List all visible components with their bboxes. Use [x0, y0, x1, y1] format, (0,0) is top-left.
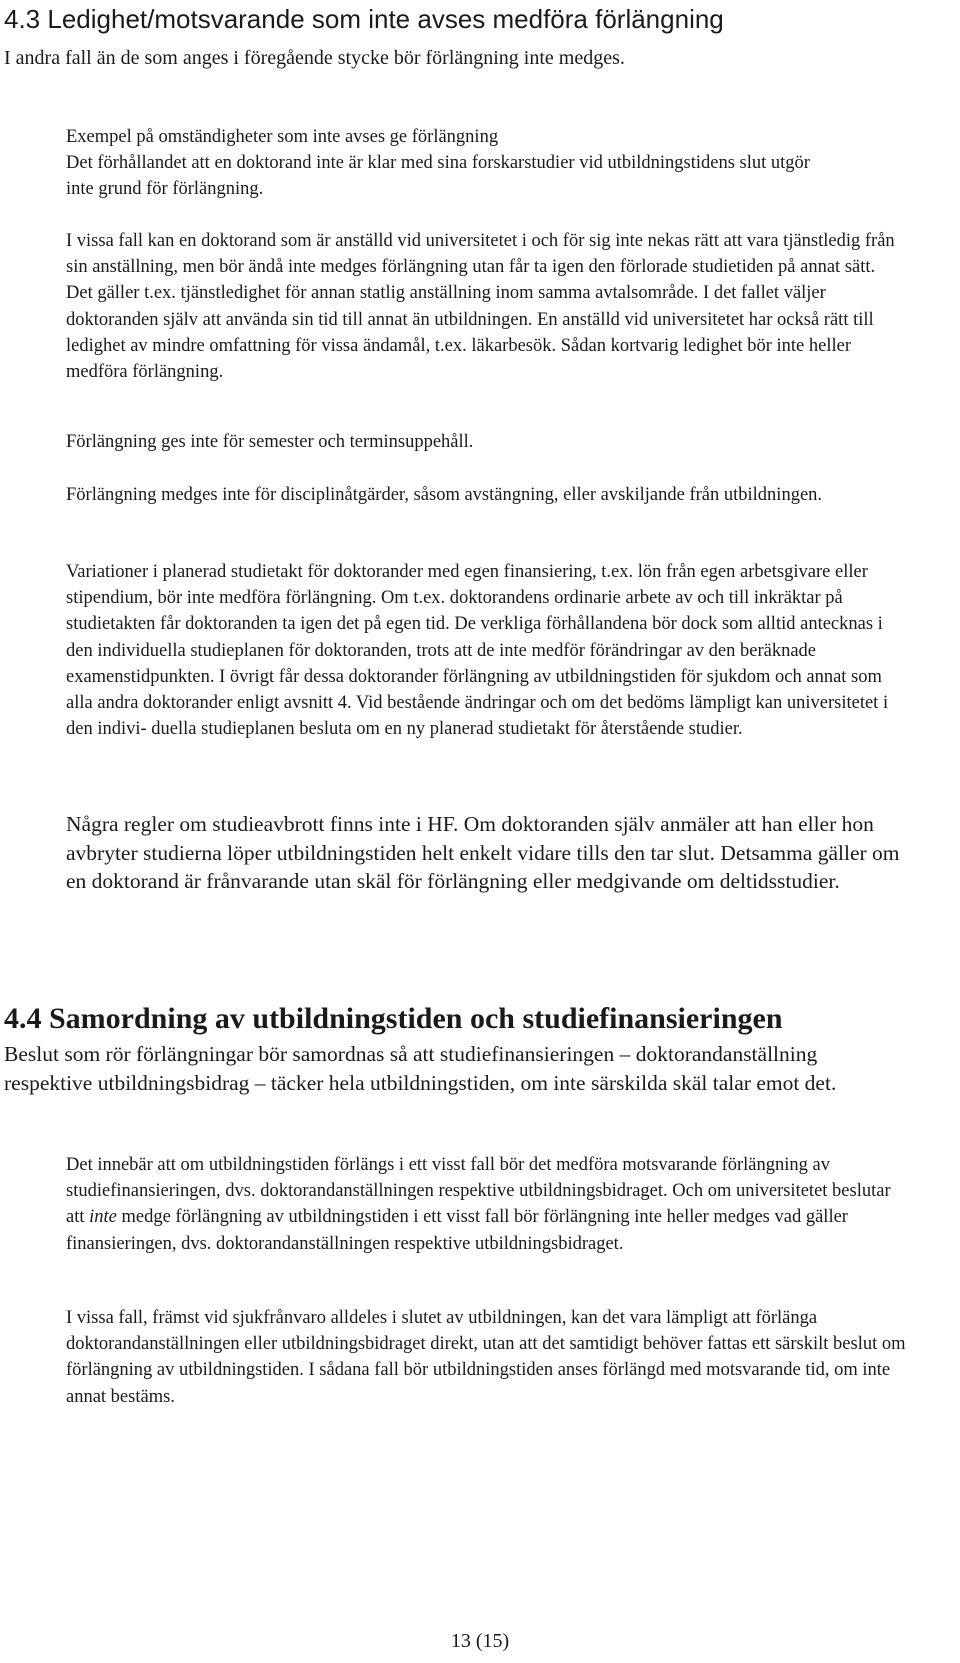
paragraph-tjanstledighet: I vissa fall kan en doktorand som är anställd vid universitetet i och för sig inte nekas rätt att vara tjänstledig från sin anställning, men bör ändå inte medges förlängning utan får ta igen den förlorade studietiden på annat sätt. Det gäller t.ex. tjänstledighet för annan statlig anställning inom samma avtalsområde. I det fallet väljer doktoranden själv att använda sin tid till annat än utbildningen. En anställd vid universitetet har också rätt till ledighet av mindre omfattning för vissa ändamål, t.ex. läkarbesök. Sådan kortvarig ledighet bör inte heller medföra förlängning. [66, 231, 895, 383]
paragraph-semester: Förlängning ges inte för semester och terminsuppehåll. [66, 432, 474, 452]
paragraph-studieavbrott: Några regler om studieavbrott finns inte i HF. Om doktoranden själv anmäler att han eller hon avbryter studierna löper utbildningstiden helt enkelt vidare tills den tar slut. Detsamma gäller om en doktorand är frånvarande utan skäl för förlängning eller medgivande om deltidsstudier. [66, 812, 900, 894]
section-heading-4-4: 4.4 Samordning av utbildningstiden och studiefinansieringen [4, 1002, 783, 1035]
paragraph-samordning [66, 1152, 906, 1257]
example-text: Det förhållandet att en doktorand inte är klar med sina forskarstudier vid utbildningstidens slut utgör inte grund för förlängning. [66, 153, 810, 200]
section-4-3-intro: I andra fall än de som anges i föregående stycke bör förlängning inte medges. [4, 47, 625, 69]
section-heading-4-3: 4.3 Ledighet/motsvarande som inte avses medföra förlängning [4, 4, 724, 34]
paragraph-disciplinatgarder: Förlängning medges inte för disciplinåtgärder, såsom avstängning, eller avskiljande från utbildningen. [66, 485, 823, 505]
paragraph-sjukfranvaro: I vissa fall, främst vid sjukfrånvaro alldeles i slutet av utbildningen, kan det vara lämpligt att förlänga doktorandanställningen eller utbildningsbidraget direkt, utan att det samtidigt behöver fattas ett särskilt beslut om förlängning av utbildningstiden. I sådana fall bör utbildningstiden anses förlängd med motsvarande tid, om inte annat bestäms. [66, 1308, 906, 1407]
example-title: Exempel på omständigheter som inte avses ge förlängning [66, 127, 499, 147]
page-number: 13 (15) [450, 1630, 510, 1652]
emphasis-inte: inte [89, 1207, 117, 1228]
paragraph-studietakt: Variationer i planerad studietakt för doktorander med egen finansiering, t.ex. lön från egen arbetsgivare eller stipendium, bör inte medföra förlängning. Om t.ex. doktorandens ordinarie arbete av och till inkräktar på studietakten får doktoranden ta igen det på egen tid. De verkliga förhållandena bör dock som alltid antecknas i den individuella studieplanen för doktoranden, trots att de inte medför förändringar av den beräknade examenstidpunkten. I övrigt får dessa doktorander förlängning av utbildningstiden för sjukdom och annat som alla andra doktorander enligt avsnitt 4. Vid bestående ändringar och om det bedöms lämpligt kan universitetet i den indivi- duella studieplanen besluta om en ny planerad studietakt för återstående studier. [66, 562, 889, 740]
section-4-4-intro: Beslut som rör förlängningar bör samordnas så att studiefinansieringen – doktorandanställning respektive utbildningsbidrag – täcker hela utbildningstiden, om inte särskilda skäl talar emot det. [4, 1042, 837, 1095]
paragraph-samordning-part-1: Det innebär att om utbildningstiden förlängs i ett visst fall bör det medföra motsvarande förlängning av studiefinansieringen, dvs. doktorandanställningen respektive utbildningsbidraget. Och om universitetet beslutar att [66, 1155, 891, 1228]
paragraph-samordning-part-2: medge förlängning av utbildningstiden i ett visst fall bör förlängning inte heller medges vad gäller finansieringen, dvs. doktorandanställningen respektive utbildningsbidraget. [66, 1207, 848, 1254]
